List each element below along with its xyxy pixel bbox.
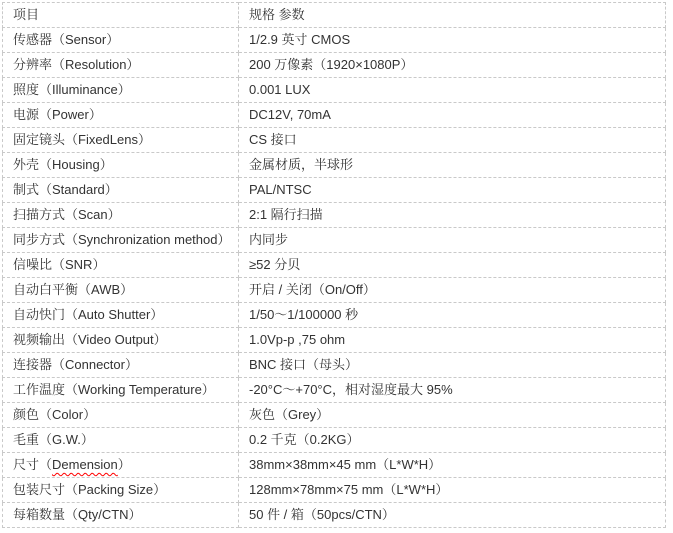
spec-item-cell: 同步方式（Synchronization method） bbox=[3, 228, 239, 253]
spec-row bbox=[3, 153, 666, 178]
spec-row bbox=[3, 378, 666, 403]
spec-item-cell: 包装尺寸（Packing Size） bbox=[3, 478, 239, 503]
spec-value-cell: 金属材质，半球形 bbox=[239, 153, 666, 178]
spec-value-cell: 50 件 / 箱（50pcs/CTN） bbox=[239, 503, 666, 528]
spec-row bbox=[3, 178, 666, 203]
spec-value-cell: -20°C～+70°C，相对湿度最大 95% bbox=[239, 378, 666, 403]
spec-item-cell: 毛重（G.W.） bbox=[3, 428, 239, 453]
spec-row bbox=[3, 503, 666, 528]
spec-table-body bbox=[3, 3, 666, 528]
spec-item-cell: 工作温度（Working Temperature） bbox=[3, 378, 239, 403]
spec-value-cell: 2:1 隔行扫描 bbox=[239, 203, 666, 228]
spec-value-cell: 开启 / 关闭（On/Off） bbox=[239, 278, 666, 303]
spec-item-cell: 自动白平衡（AWB） bbox=[3, 278, 239, 303]
spec-row bbox=[3, 53, 666, 78]
spec-value-cell: PAL/NTSC bbox=[239, 178, 666, 203]
spec-value-cell: CS 接口 bbox=[239, 128, 666, 153]
header-item-cell: 项目 bbox=[3, 3, 239, 28]
spec-value-cell: ≥52 分贝 bbox=[239, 253, 666, 278]
spec-value-cell: 1/50～1/100000 秒 bbox=[239, 303, 666, 328]
spec-item-cell: 固定镜头（FixedLens） bbox=[3, 128, 239, 153]
spec-row bbox=[3, 303, 666, 328]
spec-item-cell: 扫描方式（Scan） bbox=[3, 203, 239, 228]
spec-row bbox=[3, 128, 666, 153]
spec-row bbox=[3, 478, 666, 503]
spec-item-cell: 每箱数量（Qty/CTN） bbox=[3, 503, 239, 528]
spec-value-cell: DC12V, 70mA bbox=[239, 103, 666, 128]
spec-row bbox=[3, 103, 666, 128]
spec-item-cell: 外壳（Housing） bbox=[3, 153, 239, 178]
spec-row bbox=[3, 403, 666, 428]
spec-row bbox=[3, 78, 666, 103]
spec-row bbox=[3, 453, 666, 478]
spec-value-cell: 内同步 bbox=[239, 228, 666, 253]
spec-item-cell: 视频输出（Video Output） bbox=[3, 328, 239, 353]
spec-value-cell: 128mm×78mm×75 mm（L*W*H） bbox=[239, 478, 666, 503]
header-value-cell: 规格 参数 bbox=[239, 3, 666, 28]
spec-item-cell: 连接器（Connector） bbox=[3, 353, 239, 378]
spec-item-cell: 自动快门（Auto Shutter） bbox=[3, 303, 239, 328]
spec-value-cell: 200 万像素（1920×1080P） bbox=[239, 53, 666, 78]
spellcheck-underlined-word: Demension bbox=[52, 457, 118, 472]
spec-item-cell: 分辨率（Resolution） bbox=[3, 53, 239, 78]
spec-value-cell: 1/2.9 英寸 CMOS bbox=[239, 28, 666, 53]
spec-item-cell: 电源（Power） bbox=[3, 103, 239, 128]
spec-item-cell: 颜色（Color） bbox=[3, 403, 239, 428]
spec-row bbox=[3, 28, 666, 53]
spec-item-cell: 照度（Illuminance） bbox=[3, 78, 239, 103]
spec-row bbox=[3, 428, 666, 453]
spec-value-cell: 灰色（Grey） bbox=[239, 403, 666, 428]
spec-row bbox=[3, 253, 666, 278]
spec-value-cell: 0.001 LUX bbox=[239, 78, 666, 103]
spec-value-cell: BNC 接口（母头） bbox=[239, 353, 666, 378]
spec-header-row bbox=[3, 3, 666, 28]
spec-item-cell: 制式（Standard） bbox=[3, 178, 239, 203]
spec-row bbox=[3, 278, 666, 303]
spec-row bbox=[3, 203, 666, 228]
spec-row bbox=[3, 328, 666, 353]
spec-row bbox=[3, 353, 666, 378]
spec-table bbox=[2, 2, 666, 528]
spec-value-cell: 0.2 千克（0.2KG） bbox=[239, 428, 666, 453]
spec-item-cell: 尺寸（Demension） bbox=[3, 453, 239, 478]
spec-value-cell: 1.0Vp-p ,75 ohm bbox=[239, 328, 666, 353]
spec-value-cell: 38mm×38mm×45 mm（L*W*H） bbox=[239, 453, 666, 478]
spec-row bbox=[3, 228, 666, 253]
spec-item-cell: 传感器（Sensor） bbox=[3, 28, 239, 53]
spec-item-cell: 信噪比（SNR） bbox=[3, 253, 239, 278]
